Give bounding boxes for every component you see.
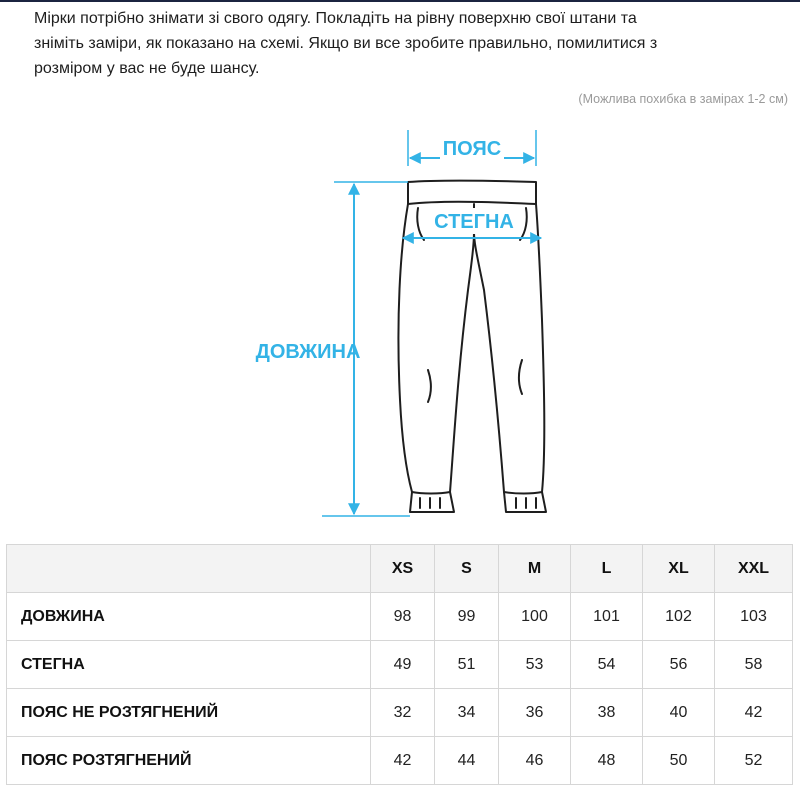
table-cell: 36: [499, 689, 571, 737]
table-cell: 46: [499, 737, 571, 785]
table-cell: 100: [499, 593, 571, 641]
table-cell: 49: [371, 641, 435, 689]
table-row-hips: [7, 641, 793, 689]
table-cell: 38: [571, 689, 643, 737]
table-cell: 44: [435, 737, 499, 785]
table-cell: 51: [435, 641, 499, 689]
table-cell: 42: [715, 689, 793, 737]
table-cell: 103: [715, 593, 793, 641]
hips-label: СТЕГНА: [434, 211, 514, 233]
table-cell: 56: [643, 641, 715, 689]
table-cell: 40: [643, 689, 715, 737]
table-cell: 54: [571, 641, 643, 689]
size-header-xl: XL: [643, 545, 715, 593]
size-header-xs: XS: [371, 545, 435, 593]
intro-text: [34, 6, 794, 81]
table-cell: 52: [715, 737, 793, 785]
size-header-s: S: [435, 545, 499, 593]
table-cell: 34: [435, 689, 499, 737]
row-label-length: ДОВЖИНА: [7, 593, 371, 641]
row-label-hips: СТЕГНА: [7, 641, 371, 689]
table-cell: 102: [643, 593, 715, 641]
table-row-length: [7, 593, 793, 641]
length-label: ДОВЖИНА: [255, 341, 361, 363]
intro-line-3: розміром у вас не буде шансу.: [34, 60, 260, 77]
size-header-l: L: [571, 545, 643, 593]
size-header-row: [7, 545, 793, 593]
table-cell: 98: [371, 593, 435, 641]
table-cell: 48: [571, 737, 643, 785]
table-row-waist-stretched: [7, 737, 793, 785]
table-cell: 101: [571, 593, 643, 641]
measurement-error-note: (Можлива похибка в замірах 1-2 см): [578, 92, 788, 106]
pants-diagram-svg: [240, 120, 580, 530]
row-label-waist-relaxed: ПОЯС НЕ РОЗТЯГНЕНИЙ: [7, 689, 371, 737]
top-border: [0, 0, 800, 2]
size-header-m: M: [499, 545, 571, 593]
table-cell: 50: [643, 737, 715, 785]
table-cell: 53: [499, 641, 571, 689]
row-label-waist-stretched: ПОЯС РОЗТЯГНЕНИЙ: [7, 737, 371, 785]
waist-label: ПОЯС: [442, 138, 502, 160]
intro-line-2: зніміть заміри, як показано на схемі. Якщо ви все зробите правильно, помилитися з: [34, 35, 658, 52]
table-cell: 32: [371, 689, 435, 737]
table-cell: 58: [715, 641, 793, 689]
intro-line-1: Мірки потрібно знімати зі свого одягу. Покладіть на рівну поверхню свої штани та: [34, 10, 637, 27]
table-cell: 99: [435, 593, 499, 641]
size-header-xxl: XXL: [715, 545, 793, 593]
table-cell: 42: [371, 737, 435, 785]
size-chart-table: [6, 544, 793, 785]
header-corner-cell: [7, 545, 371, 593]
pants-measurement-diagram: [240, 120, 580, 530]
table-row-waist-relaxed: [7, 689, 793, 737]
